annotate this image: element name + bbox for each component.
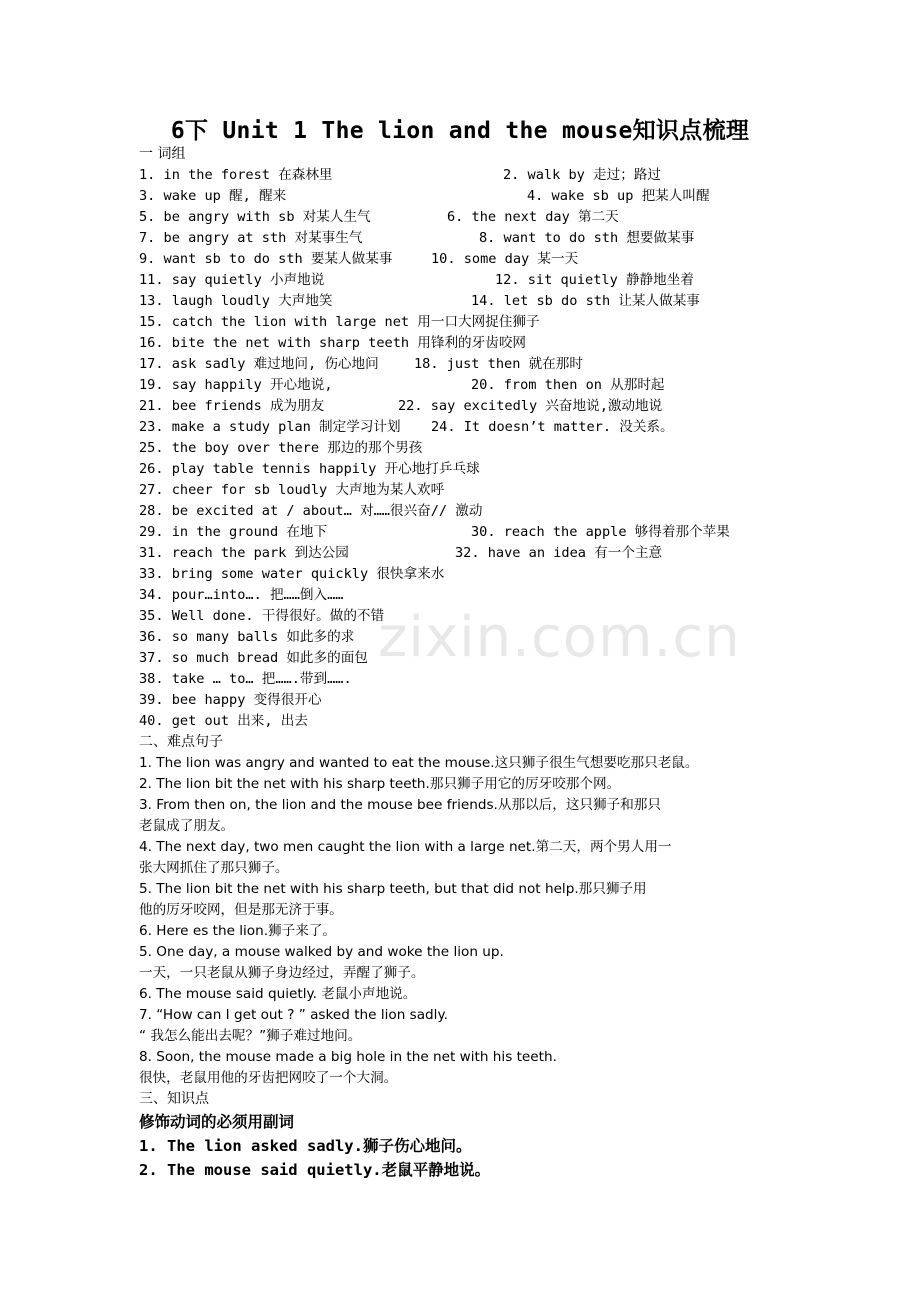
sentence-line: 1. The lion was angry and wanted to eat the mouse.这只狮子很生气想要吃那只老鼠。	[139, 755, 699, 771]
phrase-row	[139, 354, 799, 375]
knowledge-example: 2. The mouse said quietly.老鼠平静地说。	[139, 1161, 491, 1179]
phrase-item: 29. in the ground 在地下	[139, 524, 328, 540]
section-heading-knowledge: 三、知识点	[139, 1091, 209, 1107]
sentence-line: 老鼠成了朋友。	[139, 818, 235, 834]
phrase-row	[139, 249, 799, 270]
sentence-line: 6. Here es the lion.狮子来了。	[139, 923, 337, 939]
phrase-item: 24. It doesn’t matter. 没关系。	[431, 419, 674, 435]
phrase-item: 30. reach the apple 够得着那个苹果	[471, 524, 730, 540]
sentence-line: 8. Soon, the mouse made a big hole in the net with his teeth.	[139, 1049, 557, 1065]
sentence-line: 他的厉牙咬网，但是那无济于事。	[139, 902, 343, 918]
phrase-item: 36. so many balls 如此多的求	[139, 629, 355, 645]
phrase-item: 5. be angry with sb 对某人生气	[139, 209, 371, 225]
sentence-line: 5. The lion bit the net with his sharp teeth, but that did not help.那只狮子用	[139, 881, 647, 897]
phrase-row	[139, 669, 799, 690]
phrase-item: 4. wake sb up 把某人叫醒	[527, 188, 710, 204]
phrase-row	[139, 564, 799, 585]
phrase-item: 39. bee happy 变得很开心	[139, 692, 322, 708]
section-heading-sentences: 二、难点句子	[139, 734, 223, 750]
phrase-item: 28. be excited at / about… 对……很兴奋// 激动	[139, 503, 483, 519]
phrase-item: 33. bring some water quickly 很快拿来水	[139, 566, 445, 582]
sentence-line: 6. The mouse said quietly. 老鼠小声地说。	[139, 986, 417, 1002]
phrase-item: 17. ask sadly 难过地问, 伤心地问	[139, 356, 379, 372]
phrase-row	[139, 459, 799, 480]
phrase-row	[139, 396, 799, 417]
phrase-item: 37. so much bread 如此多的面包	[139, 650, 368, 666]
watermark: zixin.com.cn	[378, 605, 741, 670]
phrase-row	[139, 543, 799, 564]
document-title: 6下 Unit 1 The lion and the mouse知识点梳理	[170, 118, 750, 144]
phrase-row	[139, 291, 799, 312]
phrase-item: 18. just then 就在那时	[414, 356, 583, 372]
phrase-row	[139, 417, 799, 438]
sentence-line: 7. “How can I get out ? ” asked the lion sadly.	[139, 1007, 448, 1023]
phrase-row	[139, 711, 799, 732]
phrase-item: 26. play table tennis happily 开心地打乒乓球	[139, 461, 480, 477]
phrase-item: 3. wake up 醒, 醒来	[139, 188, 287, 204]
sentence-list	[139, 753, 799, 1089]
phrase-row	[139, 165, 799, 186]
knowledge-example: 1. The lion asked sadly.狮子伤心地问。	[139, 1137, 472, 1155]
phrase-item: 27. cheer for sb loudly 大声地为某人欢呼	[139, 482, 445, 498]
document-content	[139, 144, 799, 1182]
phrase-item: 38. take … to… 把…….带到…….	[139, 671, 352, 687]
sentence-line: 张大网抓住了那只狮子。	[139, 860, 289, 876]
phrase-item: 21. bee friends 成为朋友	[139, 398, 325, 414]
phrase-item: 31. reach the park 到达公园	[139, 545, 349, 561]
phrase-row	[139, 207, 799, 228]
sentence-line: 2. The lion bit the net with his sharp teeth.那只狮子用它的厉牙咬那个网。	[139, 776, 621, 792]
phrase-row	[139, 480, 799, 501]
phrase-item: 7. be angry at sth 对某事生气	[139, 230, 363, 246]
sentence-line: 一天，一只老鼠从狮子身边经过，弄醒了狮子。	[139, 965, 425, 981]
phrase-item: 16. bite the net with sharp teeth 用锋利的牙齿咬网	[139, 335, 527, 351]
sentence-line: 很快，老鼠用他的牙齿把网咬了一个大洞。	[139, 1070, 398, 1086]
phrase-list	[139, 165, 799, 732]
section-heading-phrases: 一 词组	[139, 146, 186, 162]
phrase-item: 1. in the forest 在森林里	[139, 167, 333, 183]
phrase-item: 14. let sb do sth 让某人做某事	[471, 293, 700, 309]
phrase-item: 10. some day 某一天	[431, 251, 579, 267]
sentence-line: 4. The next day, two men caught the lion with a large net.第二天，两个男人用一	[139, 839, 672, 855]
phrase-row	[139, 312, 799, 333]
phrase-row	[139, 333, 799, 354]
sentence-line: 3. From then on, the lion and the mouse bee friends.从那以后，这只狮子和那只	[139, 797, 661, 813]
phrase-item: 20. from then on 从那时起	[471, 377, 665, 393]
phrase-item: 40. get out 出来, 出去	[139, 713, 308, 729]
phrase-item: 13. laugh loudly 大声地笑	[139, 293, 333, 309]
phrase-row	[139, 375, 799, 396]
phrase-row	[139, 228, 799, 249]
sentence-line: “ 我怎么能出去呢？”狮子难过地问。	[139, 1028, 362, 1044]
phrase-item: 32. have an idea 有一个主意	[455, 545, 663, 561]
phrase-row	[139, 690, 799, 711]
phrase-item: 15. catch the lion with large net 用一口大网捉住狮子	[139, 314, 540, 330]
phrase-row	[139, 186, 799, 207]
phrase-item: 19. say happily 开心地说,	[139, 377, 333, 393]
knowledge-examples	[139, 1134, 799, 1182]
phrase-row	[139, 522, 799, 543]
phrase-item: 35. Well done. 干得很好。做的不错	[139, 608, 385, 624]
sentence-line: 5. One day, a mouse walked by and woke the lion up.	[139, 944, 504, 960]
phrase-item: 23. make a study plan 制定学习计划	[139, 419, 401, 435]
phrase-row	[139, 501, 799, 522]
phrase-row	[139, 627, 799, 648]
phrase-row	[139, 606, 799, 627]
phrase-item: 34. pour…into…. 把……倒入……	[139, 587, 344, 603]
knowledge-subheading: 修饰动词的必须用副词	[139, 1113, 295, 1131]
phrase-item: 12. sit quietly 静静地坐着	[495, 272, 694, 288]
phrase-item: 25. the boy over there 那边的那个男孩	[139, 440, 423, 456]
phrase-row	[139, 585, 799, 606]
phrase-item: 6. the next day 第二天	[447, 209, 619, 225]
phrase-item: 9. want sb to do sth 要某人做某事	[139, 251, 393, 267]
phrase-item: 8. want to do sth 想要做某事	[479, 230, 695, 246]
phrase-item: 11. say quietly 小声地说	[139, 272, 325, 288]
phrase-row	[139, 648, 799, 669]
phrase-row	[139, 438, 799, 459]
phrase-item: 22. say excitedly 兴奋地说,激动地说	[398, 398, 663, 414]
phrase-row	[139, 270, 799, 291]
phrase-item: 2. walk by 走过；路过	[503, 167, 661, 183]
